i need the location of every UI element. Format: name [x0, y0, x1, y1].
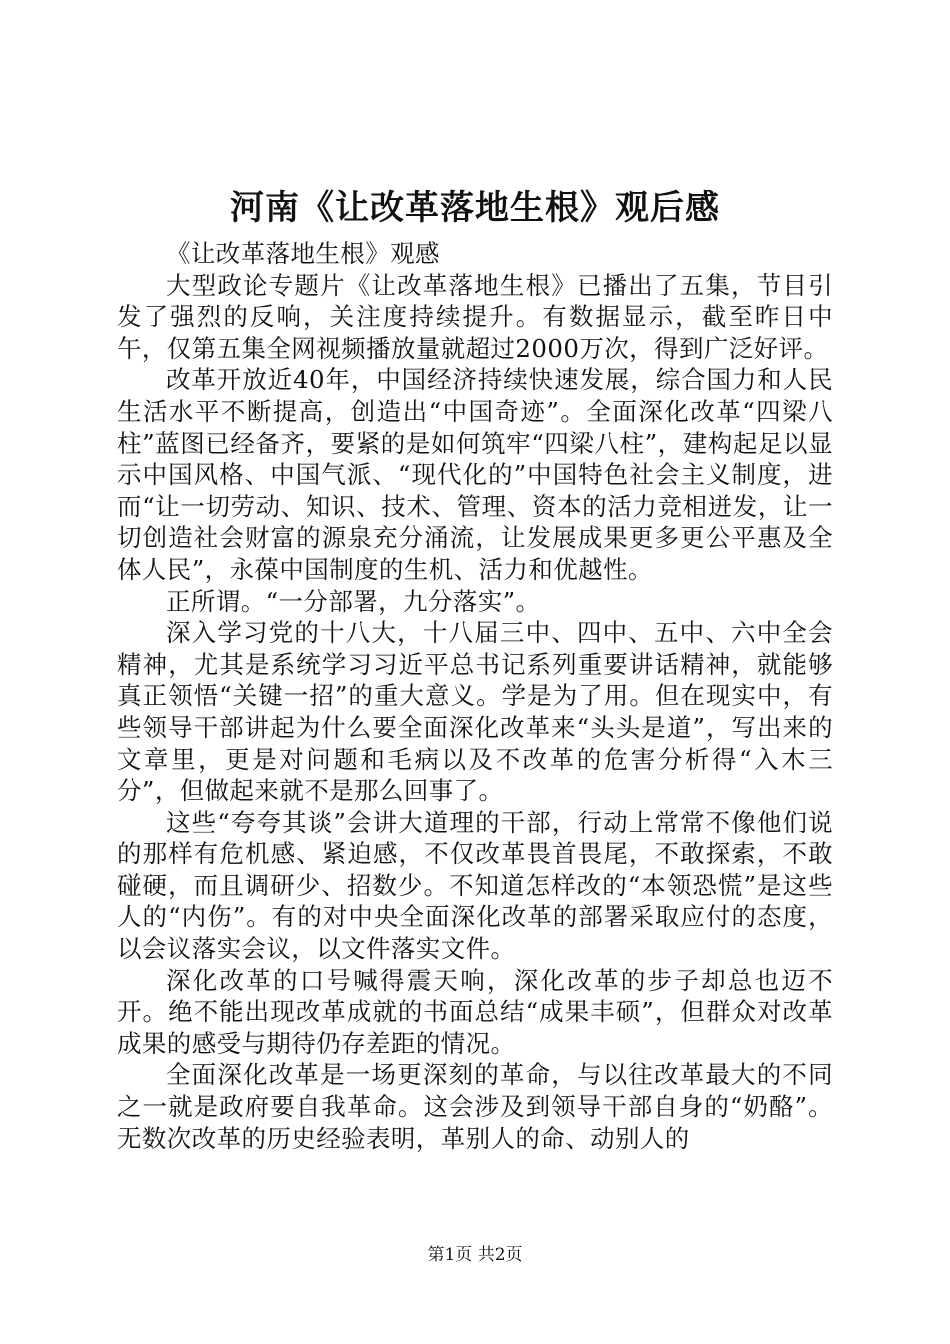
subtitle-paragraph: 《让改革落地生根》观感 — [166, 239, 440, 268]
body-paragraph: 正所谓。“一分部署，九分落实”。 — [166, 586, 541, 616]
body-paragraph: 改革开放近40年，中国经济持续快速发展，综合国力和人民生活水平不断提高，创造出“中国奇迹”。全面深化改革“四梁八柱”蓝图已经备齐，要紧的是如何筑牢“四梁八柱”，建构起足以显示中国风格、中国气派、“现代化的”中国特色社会主义制度，进而“让一切劳动、知识、技术、管理、资本的活力竞相迸发，让一切创造社会财富的源泉充分涌流，让发展成果更多更公平惠及全体人民”，永葆中国制度的生机、活力和优越性。 — [117, 365, 833, 584]
body-paragraph: 大型政论专题片《让改革落地生根》已播出了五集，节目引发了强烈的反响，关注度持续提升。有数据显示，截至昨日中午，仅第五集全网视频播放量就超过2000万次，得到广泛好评。 — [117, 270, 833, 363]
document-title: 河南《让改革落地生根》观后感 — [230, 188, 720, 228]
document-body — [117, 238, 833, 1154]
page-number-footer: 第1页 共2页 — [427, 1245, 523, 1265]
body-paragraph: 深入学习党的十八大，十八届三中、四中、五中、六中全会精神，尤其是系统学习习近平总书记系列重要讲话精神，就能够真正领悟“关键一招”的重大意义。学是为了用。但在现实中，有些领导干部讲起为什么要全面深化改革来“头头是道”，写出来的文章里，更是对问题和毛病以及不改革的危害分析得“入木三分”，但做起来就不是那么回事了。 — [117, 618, 833, 806]
body-paragraph: 全面深化改革是一场更深刻的革命，与以往改革最大的不同之一就是政府要自我革命。这会涉及到领导干部自身的“奶酪”。无数次改革的历史经验表明，革别人的命、动别人的 — [117, 1060, 833, 1153]
body-paragraph: 深化改革的口号喊得震天响，深化改革的步子却总也迈不开。绝不能出现改革成就的书面总结“成果丰硕”，但群众对改革成果的感受与期待仍存差距的情况。 — [117, 965, 833, 1058]
body-paragraph: 这些“夸夸其谈”会讲大道理的干部，行动上常常不像他们说的那样有危机感、紧迫感，不仅改革畏首畏尾，不敢探索，不敢碰硬，而且调研少、招数少。不知道怎样改的“本领恐慌”是这些人的“内伤”。有的对中央全面深化改革的部署采取应付的态度，以会议落实会议，以文件落实文件。 — [117, 807, 833, 964]
